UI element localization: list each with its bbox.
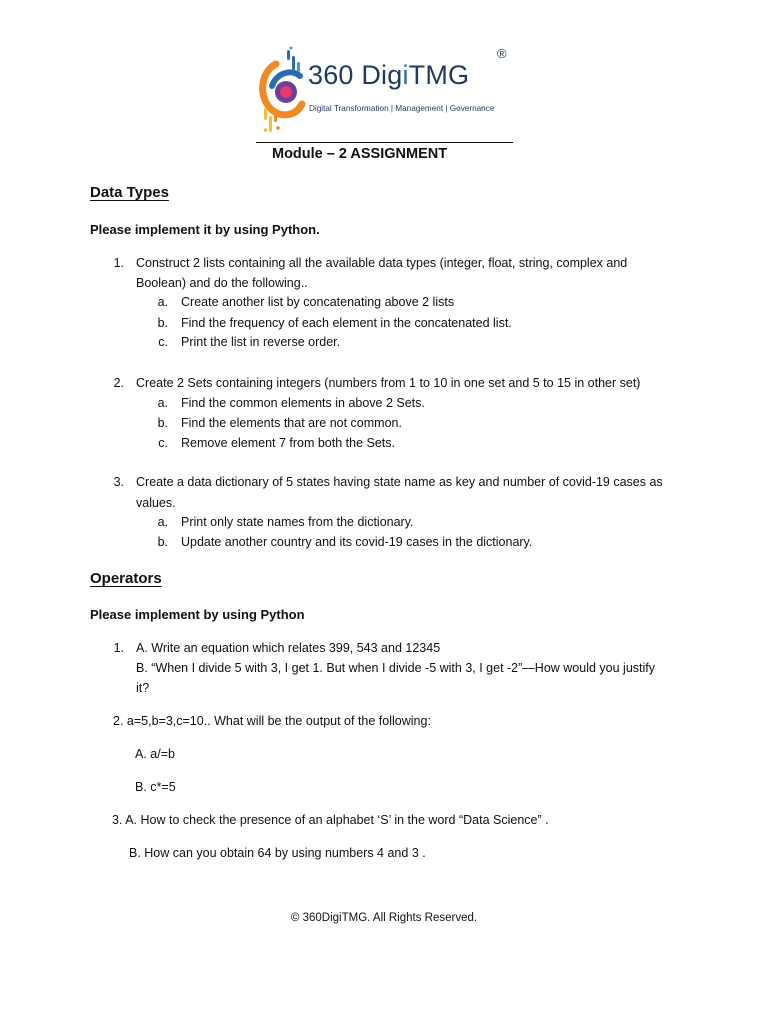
op-q2-a: A. a/=b	[135, 747, 175, 761]
module-title: Module – 2 ASSIGNMENT	[272, 146, 448, 162]
q2-number: 2.	[113, 376, 124, 390]
logo-name-i: i	[402, 60, 409, 90]
op-q2-line1: 2. a=5,b=3,c=10.. What will be the output of the following:	[113, 714, 431, 728]
q2-sub-b-text: Find the elements that are not common.	[181, 416, 402, 430]
q1-sub-c-text: Print the list in reverse order.	[181, 335, 341, 349]
op-q1-line1: A. Write an equation which relates 399, 543 and 12345	[136, 641, 441, 655]
logo-wordmark	[308, 60, 469, 91]
q1-sub-a-text: Create another list by concatenating above 2 lists	[181, 295, 455, 309]
q3-number: 3.	[113, 475, 124, 489]
op-q3-line1: 3. A. How to check the presence of an alphabet ‘S’ in the word “Data Science” .	[112, 813, 549, 827]
q2-sub-c-text: Remove element 7 from both the Sets.	[181, 436, 395, 450]
logo-name-part1: 360 Dig	[308, 60, 403, 90]
q1-number: 1.	[113, 256, 124, 270]
q1-sub-b-text: Find the frequency of each element in the concatenated list.	[181, 316, 512, 330]
op-q1-line2: B. “When I divide 5 with 3, I get 1. But when I divide -5 with 3, I get -2”—How would you justify	[136, 661, 655, 675]
q2-sub-a-label: a.	[157, 396, 168, 410]
op-q1-number: 1.	[113, 641, 124, 655]
q2-sub-c-label: c.	[158, 436, 168, 450]
q1-sub-b-label: b.	[157, 316, 168, 330]
q2-sub-a-text: Find the common elements in above 2 Sets.	[181, 396, 425, 410]
data-types-instruction: Please implement it by using Python.	[90, 222, 320, 237]
operators-instruction: Please implement by using Python	[90, 607, 305, 622]
q2-line1: Create 2 Sets containing integers (numbers from 1 to 10 in one set and 5 to 15 in other set)	[136, 376, 641, 390]
q1-sub-a-label: a.	[157, 295, 168, 309]
section-heading-data-types: Data Types	[90, 184, 169, 201]
q1-sub-c-label: c.	[158, 335, 168, 349]
q2-sub-b-label: b.	[157, 416, 168, 430]
q3-sub-b-label: b.	[157, 535, 168, 549]
op-q1-line3: it?	[136, 681, 150, 695]
op-q2-b: B. c*=5	[135, 780, 176, 794]
logo-name-part2: TMG	[408, 60, 470, 90]
q3-line1: Create a data dictionary of 5 states having state name as key and number of covid-19 cases as	[136, 475, 663, 489]
copyright-footer: © 360DigiTMG. All Rights Reserved.	[290, 912, 478, 924]
op-q3-line2: B. How can you obtain 64 by using numbers 4 and 3 .	[129, 846, 426, 860]
title-rule	[256, 142, 513, 143]
q3-sub-b-text: Update another country and its covid-19 cases in the dictionary.	[181, 535, 533, 549]
section-heading-operators: Operators	[90, 570, 162, 587]
q3-sub-a-text: Print only state names from the dictionary.	[181, 515, 414, 529]
q3-sub-a-label: a.	[157, 515, 168, 529]
q3-line2: values.	[136, 496, 176, 510]
q1-line2: Boolean) and do the following..	[136, 276, 308, 290]
q1-line1: Construct 2 lists containing all the available data types (integer, float, string, complex and	[136, 256, 628, 270]
registered-mark: ®	[497, 46, 507, 61]
logo-tagline: Digital Transformation | Management | Governance	[309, 104, 495, 113]
